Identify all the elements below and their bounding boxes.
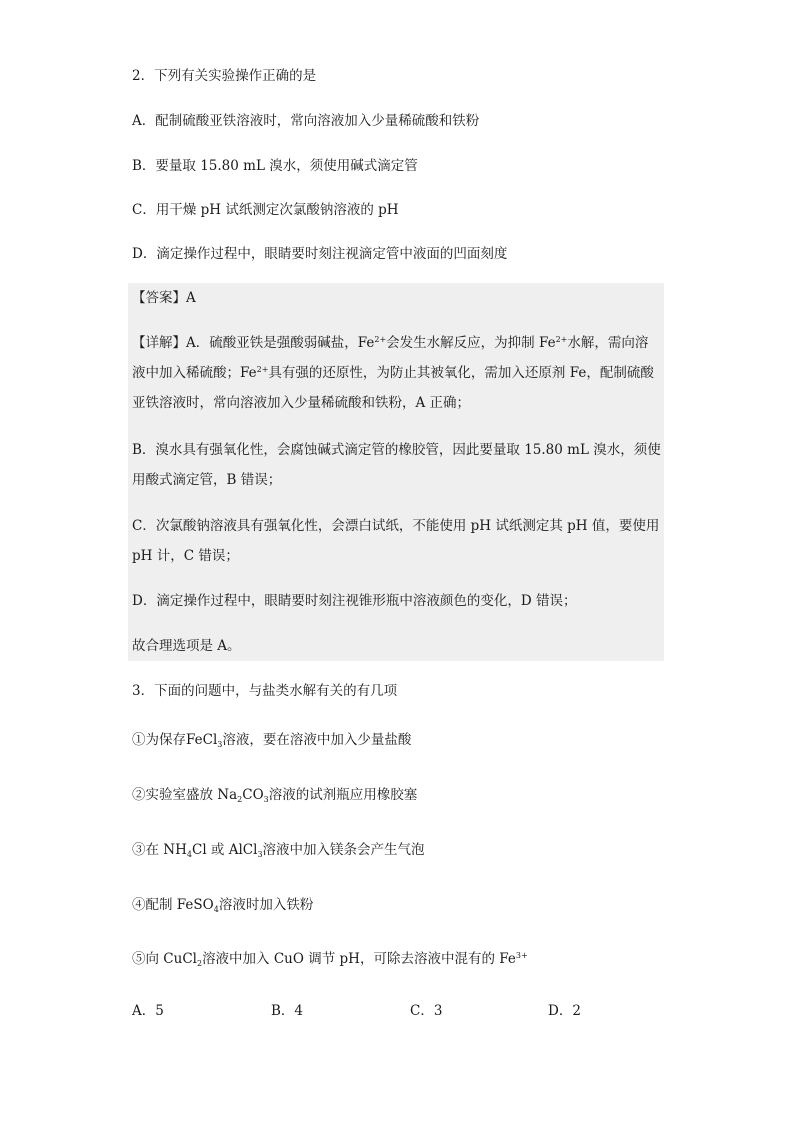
q2-option-c: C．用干燥 pH 试纸测定次氯酸钠溶液的 pH [132, 202, 399, 218]
q3-choice-b: B．4 [271, 1003, 304, 1019]
question-3-stem: 3．下面的问题中，与盐类水解有关的有几项 [132, 683, 398, 699]
question-2-stem: 2．下列有关实验操作正确的是 [132, 68, 317, 84]
detail-text: 液中加入稀硫酸；Fe [132, 365, 257, 381]
answer-label: 【答案】A [132, 290, 196, 306]
detail-line-1 [132, 334, 648, 352]
subscript: 3 [257, 850, 263, 859]
detail-line-9: 故合理选项是 A。 [132, 638, 241, 654]
q3-item-3 [132, 841, 425, 859]
ion-charge: 3+ [515, 951, 528, 960]
subscript: 3 [263, 795, 269, 804]
detail-line-7: pH 计，C 错误； [132, 548, 239, 564]
q3-item-1 [132, 731, 411, 749]
item-text: 溶液时加入铁粉 [218, 897, 314, 913]
detail-line-5: 用酸式滴定管，B 错误； [132, 472, 282, 488]
item-text: 溶液中加入镁条会产生气泡 [262, 842, 425, 858]
formula: FeCl [186, 732, 218, 748]
q3-item-2 [132, 786, 417, 804]
q2-option-d: D．滴定操作过程中，眼睛要时刻注视滴定管中液面的凹面刻度 [132, 246, 508, 262]
ion-charge: 2+ [374, 335, 387, 344]
item-text: 溶液，要在溶液中加入少量盐酸 [222, 732, 412, 748]
q3-choice-c: C．3 [410, 1003, 443, 1019]
item-text: 溶液的试剂瓶应用橡胶塞 [268, 787, 418, 803]
q3-choice-d: D．2 [548, 1003, 581, 1019]
subscript: 2 [237, 795, 243, 804]
subscript: 4 [213, 905, 219, 914]
detail-line-2 [132, 364, 654, 382]
detail-text: 具有强的还原性，为防止其被氧化，需加入还原剂 Fe，配制硫酸 [268, 365, 654, 381]
detail-line-6: C．次氯酸钠溶液具有强氧化性，会漂白试纸，不能使用 pH 试纸测定其 pH 值，要使用 [132, 518, 660, 534]
ion-charge: 2+ [256, 365, 269, 374]
item-text: ④配制 [132, 897, 177, 913]
item-text: ⑤向 [132, 951, 164, 967]
q3-choice-a: A．5 [132, 1003, 164, 1019]
ion-charge: 2+ [555, 335, 568, 344]
detail-text: 会发生水解反应，为抑制 Fe [386, 335, 556, 351]
detail-line-4: B．溴水具有强氧化性，会腐蚀碱式滴定管的橡胶管，因此要量取 15.80 mL 溴水，须使 [132, 442, 661, 458]
formula: FeSO [176, 897, 214, 913]
formula: Fe [499, 951, 516, 967]
subscript: 4 [186, 850, 192, 859]
detail-line-8: D．滴定操作过程中，眼睛要时刻注视锥形瓶中溶液颜色的变化，D 错误； [132, 593, 577, 609]
detail-line-3: 亚铁溶液时，常向溶液加入少量稀硫酸和铁粉，A 正确； [132, 395, 471, 411]
detail-text: 【详解】A．硫酸亚铁是强酸弱碱盐，Fe [132, 335, 375, 351]
detail-text: 水解，需向溶 [567, 335, 649, 351]
q3-item-4 [132, 896, 313, 914]
q2-option-b: B．要量取 15.80 mL 溴水，须使用碱式滴定管 [132, 158, 418, 174]
item-text: ②实验室盛放 Na [132, 787, 238, 803]
subscript: 3 [217, 740, 223, 749]
item-text: 溶液中加入 CuO 调节 pH，可除去溶液中混有的 [202, 951, 500, 967]
q2-option-a: A．配制硫酸亚铁溶液时，常向溶液加入少量稀硫酸和铁粉 [132, 113, 480, 129]
subscript: 2 [196, 959, 203, 968]
formula: AlCl [228, 842, 258, 858]
q3-item-5 [132, 950, 528, 968]
formula: CO [242, 787, 264, 803]
item-text: Cl 或 [191, 842, 229, 858]
formula: CuCl [163, 951, 197, 967]
item-text: ①为保存 [132, 732, 186, 748]
item-text: ③在 NH [132, 842, 187, 858]
